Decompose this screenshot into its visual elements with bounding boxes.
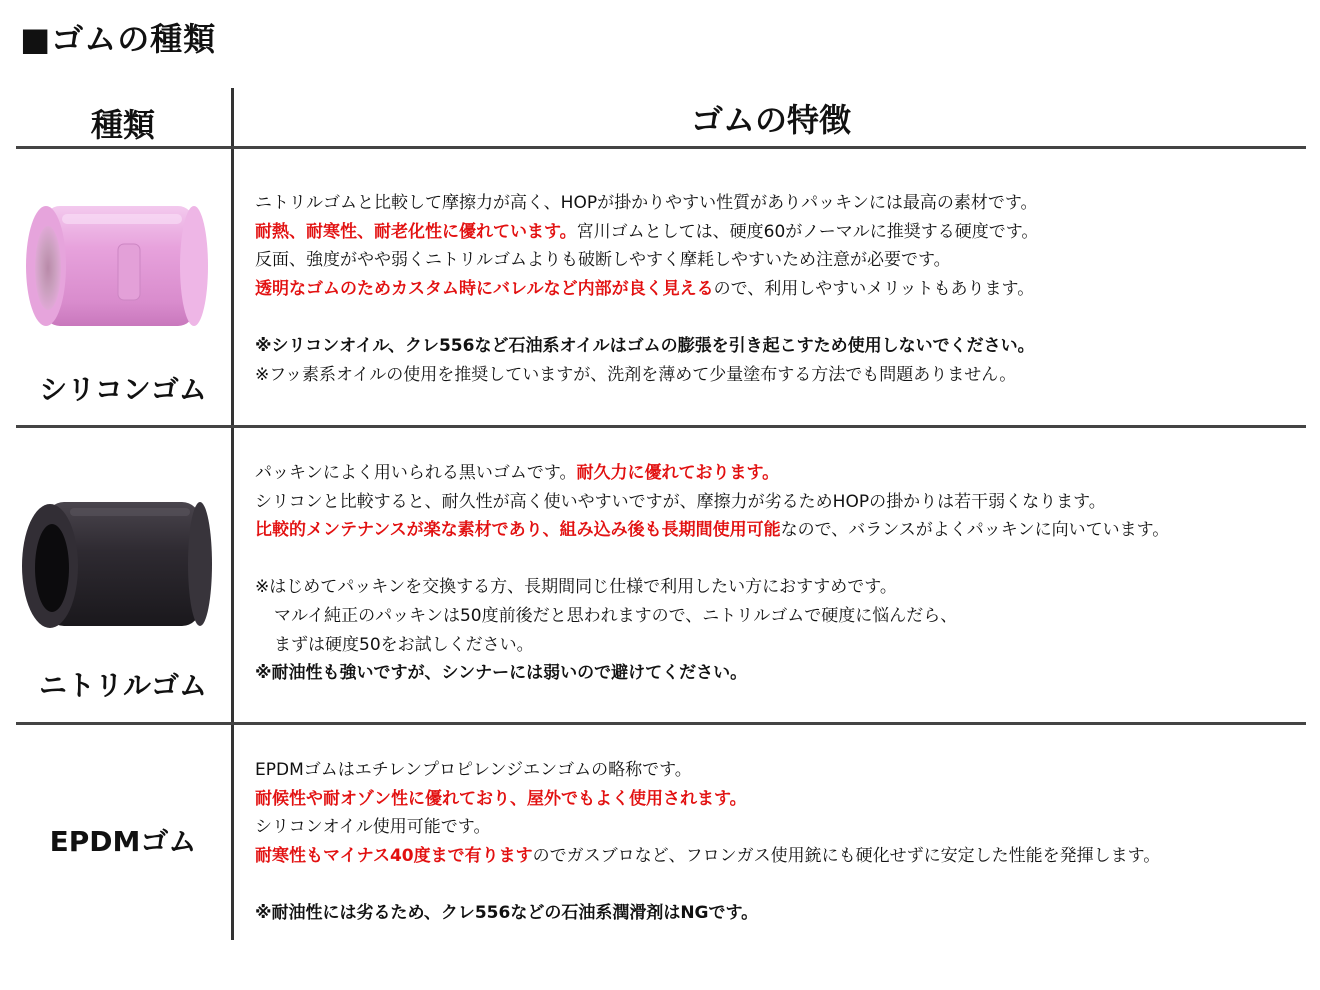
description-line	[255, 659, 1315, 688]
description-text: シリコンと比較すると、耐久性が高く使いやすいですが、摩擦力が劣るためHOPの掛かりは若干弱くなります。	[255, 491, 1106, 512]
description-text: ※耐油性には劣るため、クレ556などの石油系潤滑剤はNGです。	[255, 902, 759, 923]
description-line	[255, 813, 1315, 842]
description-text: シリコンオイル使用可能です。	[255, 817, 491, 838]
description-text: のでガスブロなど、フロンガス使用銃にも硬化せずに安定した性能を発揮します。	[532, 845, 1161, 866]
description-text: 耐候性や耐オゾン性に優れており、屋外でもよく使用されます。	[255, 788, 747, 809]
description-text: なので、バランスがよくパッキンに向いています。	[780, 520, 1170, 541]
row-divider-1	[16, 425, 1306, 428]
page-title: ■ゴムの種類	[20, 20, 217, 58]
pink-silicone-rubber-tube-icon	[22, 200, 212, 332]
description-text: ※はじめてパッキンを交換する方、長期間同じ仕様で利用したい方におすすめです。	[255, 577, 897, 598]
description-text: 耐寒性もマイナス40度まで有ります	[255, 845, 533, 866]
header-divider	[16, 146, 1306, 149]
description-text: ニトリルゴムと比較して摩擦力が高く、HOPが掛かりやすい性質がありパッキンには最高の素材です。	[255, 193, 1038, 213]
rubber-name-silicone: シリコンゴム	[39, 373, 207, 406]
description-text: ※耐油性も強いですが、シンナーには弱いので避けてください。	[255, 663, 748, 684]
description-text: ※フッ素系オイルの使用を推奨していますが、洗剤を薄めて少量塗布する方法でも問題ありません。	[255, 364, 1017, 385]
description-text: ※シリコンオイル、クレ556など石油系オイルはゴムの膨張を引き起こすため使用しないでください。	[255, 335, 1035, 356]
description-line	[255, 488, 1315, 517]
description-line	[255, 870, 1315, 899]
description-text: まずは硬度50をお試しください。	[274, 634, 534, 655]
description-line	[255, 303, 1315, 332]
rubber-name-epdm: EPDMゴム	[49, 825, 197, 858]
description-line	[255, 218, 1315, 247]
description-text: 宮川ゴムとしては、硬度60がノーマルに推奨する硬度です。	[576, 221, 1039, 242]
description-line	[255, 189, 1315, 218]
header-type: 種類	[90, 106, 155, 144]
description-text: 透明なゴムのためカスタム時にバレルなど内部が良く見える	[255, 278, 714, 299]
description-text: 耐熱、耐寒性、耐老化性に優れています。	[255, 221, 577, 242]
description-line	[255, 602, 1315, 631]
description-line	[255, 573, 1315, 602]
description-silicone	[255, 189, 1315, 389]
description-text: マルイ純正のパッキンは50度前後だと思われますので、ニトリルゴムで硬度に悩んだら、	[274, 605, 958, 626]
description-line	[255, 785, 1315, 814]
description-line	[255, 842, 1315, 871]
description-line	[255, 459, 1315, 488]
description-line	[255, 899, 1315, 928]
black-nitrile-rubber-tube-icon	[20, 496, 216, 632]
description-line	[255, 756, 1315, 785]
description-line	[255, 516, 1315, 545]
description-text: 耐久力に優れております。	[576, 463, 780, 483]
description-line	[255, 246, 1315, 275]
description-text: 比較的メンテナンスが楽な素材であり、組み込み後も長期間使用可能	[255, 520, 781, 541]
description-line	[255, 545, 1315, 574]
header-features: ゴムの特徴	[690, 101, 851, 139]
description-epdm	[255, 756, 1315, 928]
description-line	[255, 275, 1315, 304]
description-line	[255, 332, 1315, 361]
description-text: ので、利用しやすいメリットもあります。	[713, 278, 1035, 299]
description-text: パッキンによく用いられる黒いゴムです。	[255, 463, 577, 483]
row-divider-2	[16, 722, 1306, 725]
description-text: 反面、強度がやや弱くニトリルゴムよりも破断しやすく摩耗しやすいため注意が必要です。	[255, 250, 951, 271]
description-nitrile	[255, 459, 1315, 688]
rubber-name-nitrile: ニトリルゴム	[38, 669, 207, 702]
description-text: EPDMゴムはエチレンプロピレンジエンゴムの略称です。	[255, 760, 692, 780]
description-line	[255, 361, 1315, 390]
description-line	[255, 631, 1315, 660]
column-divider	[231, 88, 234, 940]
